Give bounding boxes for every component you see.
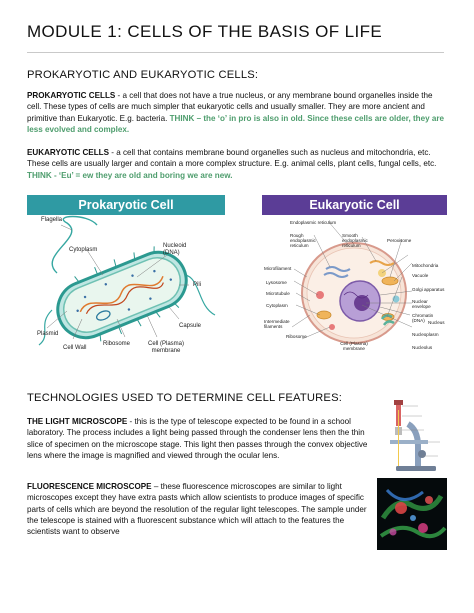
label-golgi-apparatus: Golgi apparatus <box>412 287 445 292</box>
eukaryotic-definition: - a cell that contains membrane bound organelles such as nucleus and mitochondria, etc. These cells are usually larger and contain a more complex structure. E.g. animal cells, plant cells, fungal cells, etc. <box>27 148 437 169</box>
light-microscope-paragraph <box>27 416 372 461</box>
label-endoplasmic-reticulum: Endoplasmic reticulum <box>290 220 337 225</box>
label-nucleus: Nucleus <box>428 320 445 325</box>
section-heading-technologies: TECHNOLOGIES USED TO DETERMINE CELL FEATURES: <box>27 392 343 404</box>
eukaryotic-cell-figure <box>262 195 447 361</box>
label-mitochondria: Mitochondria <box>412 263 439 268</box>
label-pili: Pili <box>193 282 202 288</box>
eukaryotic-think-note: THINK - ‘Eu’ = ew they are old and boring we are new. <box>27 170 233 180</box>
label-microtubule: Microtubule <box>266 291 290 296</box>
label-cytoplasm: Cytoplasm <box>266 303 288 308</box>
label-nuclear-envelope: Nuclear envelope <box>412 299 431 309</box>
prokaryotic-figure-title: Prokaryotic Cell <box>27 195 225 215</box>
light-microscope-definition: - this is the type of telescope expected to be found in a school laboratory. The process includes a light being passed through the condenser lens then the thin slice of specimen on the microscope stage. This light then passes through the convex objective lens where the image is magnified and viewed through the ocular lens. <box>27 417 368 460</box>
fluorescence-microscopy-image <box>377 478 447 550</box>
label-cell-wall: Cell Wall <box>63 345 87 351</box>
label-ribosome: Ribosome <box>286 334 307 339</box>
label-plasmid: Plasmid <box>37 331 59 337</box>
eukaryotic-term: EUKARYOTIC CELLS <box>27 148 109 157</box>
label-cell-membrane: Cell (Plasma) membrane <box>340 341 368 351</box>
label-vacuole: Vacuole <box>412 273 429 278</box>
label-nucleoplasm: Nucleoplasm <box>412 332 439 337</box>
section-heading-cells: PROKARYOTIC AND EUKARYOTIC CELLS: <box>27 69 259 81</box>
prokaryotic-cell-figure <box>27 195 225 361</box>
label-chromatin: Chromatin (DNA) <box>412 313 434 323</box>
label-ribosome: Ribosome <box>103 341 131 347</box>
prokaryotic-term: PROKARYOTIC CELLS <box>27 91 116 100</box>
eukaryotic-figure-title: Eukaryotic Cell <box>262 195 447 215</box>
label-smooth-er: Smooth endoplasmic reticulum <box>342 233 368 248</box>
label-peroxisome: Peroxisome <box>387 238 412 243</box>
prokaryotic-paragraph <box>27 90 447 135</box>
label-lysosome: Lysosome <box>266 280 287 285</box>
fluorescence-microscope-term: FLUORESCENCE MICROSCOPE <box>27 482 152 491</box>
title-divider <box>27 52 444 53</box>
page-title: MODULE 1: CELLS OF THE BASIS OF LIFE <box>27 22 383 41</box>
eukaryotic-paragraph <box>27 147 447 181</box>
light-microscope-illustration <box>378 400 448 474</box>
label-flagella: Flagella <box>41 217 63 223</box>
fluorescence-microscope-paragraph <box>27 481 372 537</box>
label-capsule: Capsule <box>179 323 202 329</box>
label-microfilament: Microfilament <box>264 266 292 271</box>
label-nucleoid: Nucleoid (DNA) <box>163 243 187 256</box>
prokaryotic-think-note: THINK – the ‘o’ in pro is also in old. Since these cells are older, they are less evolved and complex. <box>27 113 444 134</box>
label-cell-membrane: Cell (Plasma) membrane <box>147 341 184 354</box>
prokaryotic-definition: - a cell that does not have a true nucleus, or any membrane bound organelles inside the cell. These types of cells are much simpler that eukaryotic cells and usually smaller. They are more ancient and primitive than Eukaryotic. E.g. bacteria. <box>27 91 433 123</box>
label-cytoplasm: Cytoplasm <box>69 247 98 253</box>
fluorescence-microscope-definition: – these fluorescence microscopes are similar to light microscopes except they have extra pasts which allow scientists to produce images of specific parts of cells which are beyond the resolution of the regular light telescopes. The sample under the telescope is stained with a fluorescent substance which will attach to the features the scientists want to observe <box>27 482 367 537</box>
label-rough-er: Rough endoplasmic reticulum <box>290 233 316 248</box>
label-nucleolus: Nucleolus <box>412 345 433 350</box>
light-microscope-term: THE LIGHT MICROSCOPE <box>27 417 128 426</box>
label-intermediate-filaments: Intermediate filaments <box>264 319 290 329</box>
